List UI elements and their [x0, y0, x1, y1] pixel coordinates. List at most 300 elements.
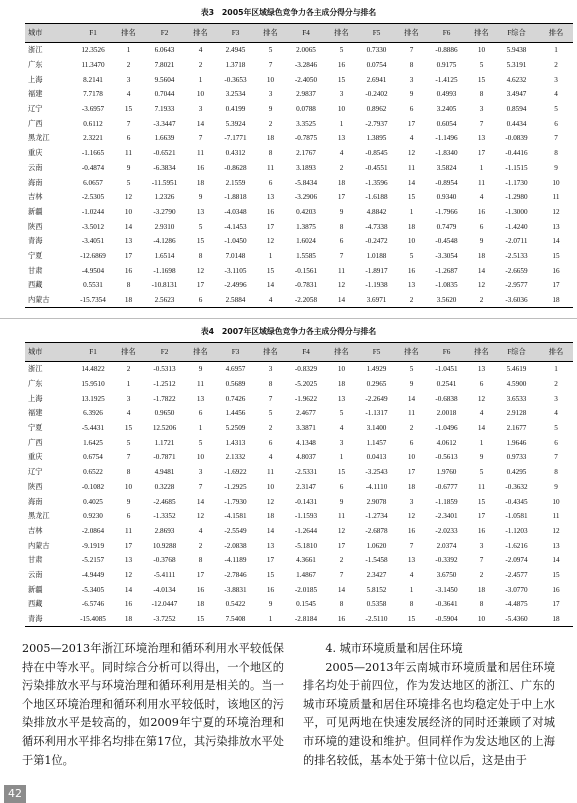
- table-cell: -4.1581: [224, 512, 247, 521]
- table-cell: 9: [126, 163, 131, 172]
- table-cell: 1.4313: [225, 438, 246, 447]
- table-cell: -4.9449: [81, 570, 105, 579]
- table-row: [25, 116, 573, 131]
- column-header: 排名: [539, 343, 573, 362]
- table-cell: 17: [477, 149, 486, 158]
- table-cell: 2: [198, 541, 203, 550]
- table-cell: 11: [197, 380, 204, 389]
- table-cell: -1.1938: [365, 281, 388, 290]
- table-cell: -1.0496: [435, 424, 458, 433]
- table-cell: 16: [124, 266, 133, 275]
- table-cell: -2.5110: [354, 612, 399, 627]
- table-row: [25, 102, 573, 117]
- table-row: [25, 553, 573, 568]
- table-cell: 2: [554, 380, 558, 389]
- table-cell: 5: [409, 365, 414, 374]
- table-cell: 5.8152: [366, 585, 387, 594]
- table-cell: 3: [554, 394, 558, 403]
- table-cell: 17: [124, 541, 133, 550]
- table-cell: 0.9175: [436, 61, 457, 70]
- table-cell: -1.1698: [153, 266, 176, 275]
- table-cell: 12: [477, 281, 486, 290]
- table-cell: -3.2846: [294, 61, 318, 70]
- city-cell: 辽宁: [28, 105, 43, 114]
- table-cell: 1: [258, 612, 283, 627]
- table-cell: 1: [479, 438, 484, 447]
- city-cell: 福建: [28, 409, 43, 418]
- table-cell: 17: [266, 556, 275, 565]
- table-cell: 6: [554, 438, 558, 447]
- table-cell: 0.8594: [506, 105, 527, 114]
- table-cell: -0.4874: [81, 163, 105, 172]
- table-cell: 13: [337, 134, 346, 143]
- table-cell: 3: [479, 105, 484, 114]
- table-cell: 7: [339, 570, 344, 579]
- table-row: [25, 494, 573, 509]
- table-row: [25, 406, 573, 421]
- table-cell: -0.6838: [435, 394, 458, 403]
- table-cell: -1.3352: [153, 512, 176, 521]
- table-cell: 13: [266, 541, 275, 550]
- table-cell: -0.5613: [435, 453, 458, 462]
- table-cell: 18: [477, 585, 486, 594]
- table-cell: -0.3768: [153, 556, 176, 565]
- table-cell: 4.8037: [296, 453, 316, 462]
- city-cell: 内蒙古: [28, 541, 50, 550]
- table-cell: 0.2965: [366, 380, 387, 389]
- table-cell: 2: [339, 556, 344, 565]
- table-cell: 18: [539, 293, 573, 308]
- table-cell: -6.3834: [153, 163, 176, 172]
- column-header: 排名: [258, 343, 283, 362]
- table-cell: 6: [188, 293, 213, 308]
- table-cell: -0.5904: [424, 612, 469, 627]
- table-cell: -4.1286: [153, 237, 176, 246]
- table-cell: 3: [198, 468, 203, 477]
- table-cell: -4.0134: [153, 585, 176, 594]
- table-cell: 0.6754: [83, 453, 103, 462]
- table-cell: 9: [126, 497, 131, 506]
- table-cell: 10: [196, 90, 205, 99]
- table-cell: 11: [552, 193, 560, 202]
- table-cell: 11: [125, 149, 132, 158]
- table-cell: 8: [339, 222, 344, 231]
- table-row: [25, 234, 573, 249]
- table-cell: 16: [477, 526, 486, 535]
- table-cell: 10: [266, 75, 275, 84]
- table-cell: 8: [339, 600, 344, 609]
- table-cell: 11: [267, 468, 274, 477]
- table-row: [25, 362, 573, 377]
- table-cell: 7: [554, 453, 558, 462]
- table-cell: 17: [196, 570, 205, 579]
- table-cell: 2.0374: [436, 541, 457, 550]
- table-cell: 14: [124, 585, 133, 594]
- table-cell: 2.1677: [506, 424, 527, 433]
- table-cell: -0.4551: [365, 163, 388, 172]
- table-cell: 9: [198, 365, 203, 374]
- table-cell: 14: [477, 266, 486, 275]
- table-cell: 15: [552, 570, 560, 579]
- table-cell: 14: [337, 585, 346, 594]
- table-cell: -9.1919: [81, 541, 105, 550]
- city-cell: 内蒙古: [25, 293, 70, 308]
- city-cell: 西藏: [28, 281, 43, 290]
- table-cell: 14: [329, 293, 354, 308]
- table-cell: -3.1105: [224, 266, 247, 275]
- table-cell: 2: [409, 424, 414, 433]
- table-cell: 1: [198, 424, 203, 433]
- table-cell: -2.0185: [294, 585, 318, 594]
- table-cell: -2.0864: [81, 526, 105, 535]
- table-cell: 2.9837: [296, 90, 316, 99]
- table-cell: 9: [268, 600, 273, 609]
- table-cell: 1.3718: [225, 61, 246, 70]
- table-cell: 16: [266, 585, 275, 594]
- table-cell: 16: [552, 266, 560, 275]
- table-cell: 2: [126, 61, 131, 70]
- table-row: [25, 190, 573, 205]
- table-cell: 16: [407, 266, 416, 275]
- city-cell: 上海: [28, 394, 43, 403]
- table-cell: 14: [266, 281, 275, 290]
- table-cell: 12.3526: [81, 46, 105, 55]
- table-cell: 11: [408, 409, 415, 418]
- table-cell: 16: [552, 585, 560, 594]
- table-cell: 4: [409, 134, 414, 143]
- table-cell: -5.2025: [294, 380, 318, 389]
- city-cell: 浙江: [28, 46, 43, 55]
- table-cell: 13: [552, 541, 560, 550]
- table-cell: 14: [552, 237, 560, 246]
- city-cell: 海南: [28, 497, 43, 506]
- table-cell: -15.7354: [70, 293, 116, 308]
- table-cell: 2.4677: [296, 409, 316, 418]
- column-header: 排名: [329, 24, 354, 43]
- column-header: 排名: [469, 343, 494, 362]
- table-cell: 18: [196, 178, 205, 187]
- table-cell: 3: [126, 75, 131, 84]
- table-cell: 14: [407, 394, 416, 403]
- table-cell: -3.6036: [494, 293, 539, 308]
- table-cell: 11: [267, 163, 274, 172]
- table-cell: -1.8818: [224, 193, 247, 202]
- table-cell: 4: [268, 453, 273, 462]
- table-cell: 11: [478, 178, 485, 187]
- table-cell: 4: [479, 193, 484, 202]
- table-cell: 10.9288: [152, 541, 177, 550]
- table-cell: 7: [126, 119, 131, 128]
- table-cell: 2.3221: [83, 134, 103, 143]
- table-cell: -0.3392: [435, 556, 458, 565]
- table-cell: 2.6941: [366, 75, 387, 84]
- table-cell: 2.4945: [225, 46, 246, 55]
- table-cell: -2.7937: [365, 119, 388, 128]
- table-cell: -3.7252: [141, 612, 188, 627]
- table-cell: 5.2509: [225, 424, 246, 433]
- table-cell: 3: [126, 394, 131, 403]
- table-cell: 14: [196, 119, 205, 128]
- column-header: 排名: [116, 343, 141, 362]
- table-cell: 16: [196, 585, 205, 594]
- table3-header-row: [25, 24, 573, 43]
- table-row: [25, 161, 573, 176]
- table-cell: 14: [196, 497, 205, 506]
- table-cell: 0.6054: [436, 119, 457, 128]
- table-cell: 7: [479, 556, 484, 565]
- table-cell: 18: [337, 380, 346, 389]
- table-cell: -3.0770: [505, 585, 528, 594]
- table3-title: 表3 2005年区域绿色竞争力各主成分得分与排名: [200, 8, 377, 17]
- table4-title: 表4 2007年区域绿色竞争力各主成分得分与排名: [200, 327, 377, 336]
- table-cell: 10: [477, 46, 486, 55]
- table-cell: 6: [268, 178, 273, 187]
- table-cell: 18: [116, 612, 141, 627]
- table-cell: 1.3875: [296, 222, 316, 231]
- table-cell: 3.6533: [506, 394, 527, 403]
- table-cell: 3: [268, 365, 273, 374]
- table-cell: 0.0788: [296, 105, 316, 114]
- table-cell: 11: [408, 163, 415, 172]
- table-cell: 12: [552, 526, 560, 535]
- table-cell: 0.4295: [506, 468, 527, 477]
- column-header: F5: [354, 343, 399, 362]
- table-cell: -2.2649: [365, 394, 388, 403]
- table-cell: 2.1332: [225, 453, 246, 462]
- table-cell: 0.1545: [296, 600, 316, 609]
- table-cell: 16: [329, 612, 354, 627]
- table-cell: 4.6957: [225, 365, 246, 374]
- table-cell: 8: [409, 61, 414, 70]
- table-cell: 4: [198, 46, 203, 55]
- table-cell: 9.5604: [154, 75, 175, 84]
- table-cell: -11.5951: [151, 178, 178, 187]
- table-cell: 12: [196, 512, 205, 521]
- table-cell: 15: [188, 612, 213, 627]
- table-cell: 18: [196, 600, 205, 609]
- table-cell: 10: [407, 237, 416, 246]
- table-cell: 1.9646: [506, 438, 527, 447]
- table-cell: 0.4199: [225, 105, 246, 114]
- table-cell: 5.4619: [506, 365, 527, 374]
- table-cell: 10: [469, 612, 494, 627]
- table-cell: -3.3447: [153, 119, 176, 128]
- table-cell: 4: [479, 409, 484, 418]
- city-cell: 重庆: [28, 453, 43, 462]
- city-cell: 宁夏: [28, 424, 43, 433]
- table-cell: 18: [539, 612, 573, 627]
- table-cell: -1.7822: [153, 394, 176, 403]
- table-cell: 13: [196, 207, 205, 216]
- table-cell: 1: [409, 207, 414, 216]
- city-cell: 吉林: [28, 193, 43, 202]
- table-cell: 7.7178: [83, 90, 103, 99]
- table-cell: -5.8434: [294, 178, 318, 187]
- city-cell: 广东: [28, 61, 43, 70]
- table4: [25, 342, 573, 627]
- table-cell: 17: [337, 541, 346, 550]
- table-cell: -4.1453: [224, 222, 247, 231]
- column-header: 排名: [399, 343, 424, 362]
- table-cell: 8: [554, 149, 558, 158]
- table-cell: 7: [554, 134, 558, 143]
- table-cell: -1.8340: [435, 149, 458, 158]
- table-cell: -1.1515: [505, 163, 528, 172]
- table-cell: 11: [478, 482, 485, 491]
- table-cell: -3.4051: [81, 237, 105, 246]
- table-cell: 1.2326: [154, 193, 175, 202]
- table-cell: 4.9481: [154, 468, 175, 477]
- table-cell: 4.8842: [366, 207, 387, 216]
- table-cell: 2.1767: [296, 149, 316, 158]
- city-cell: 福建: [28, 90, 43, 99]
- table-cell: 10: [337, 365, 346, 374]
- table-cell: 16: [337, 61, 346, 70]
- table-cell: 5: [554, 105, 558, 114]
- table-cell: -2.8184: [283, 612, 329, 627]
- table-cell: 1: [409, 585, 414, 594]
- table-cell: 6: [268, 438, 273, 447]
- table-cell: 3: [339, 438, 344, 447]
- table-row: [25, 72, 573, 87]
- table-cell: -4.1110: [365, 482, 388, 491]
- city-cell: 西藏: [28, 600, 43, 609]
- table-cell: 2: [479, 570, 484, 579]
- table-cell: 8.2141: [83, 75, 103, 84]
- section-heading: 4. 城市环境质量和居住环境: [325, 642, 463, 655]
- table-cell: 13: [477, 365, 486, 374]
- table-cell: -1.0451: [435, 365, 458, 374]
- table-cell: 11: [338, 512, 345, 521]
- table-cell: 10: [407, 453, 416, 462]
- table-cell: 9: [479, 453, 484, 462]
- table-cell: 2: [339, 163, 344, 172]
- table-cell: 4: [126, 409, 131, 418]
- table-cell: 8: [126, 281, 131, 290]
- table-row: [25, 87, 573, 102]
- table-cell: -1.1859: [435, 497, 458, 506]
- table-cell: -2.6659: [505, 266, 528, 275]
- table-cell: 3: [198, 105, 203, 114]
- city-cell: 黑龙江: [28, 512, 50, 521]
- table-row: [25, 450, 573, 465]
- table-cell: 1.6425: [83, 438, 103, 447]
- table-cell: 0.5531: [83, 281, 103, 290]
- table-cell: 4.6232: [506, 75, 527, 84]
- table-row: [25, 465, 573, 480]
- table-cell: -2.0838: [224, 541, 247, 550]
- city-cell: 广西: [28, 438, 43, 447]
- table-cell: -2.4050: [294, 75, 318, 84]
- table-cell: 4: [126, 90, 131, 99]
- table-cell: -2.5305: [81, 193, 105, 202]
- table-cell: -2.5331: [294, 468, 318, 477]
- table-row: [25, 146, 573, 161]
- table-row: [25, 219, 573, 234]
- table-cell: 8: [198, 251, 203, 260]
- table-cell: 2: [198, 61, 203, 70]
- table-cell: 1.1721: [154, 438, 175, 447]
- table-cell: -1.6216: [505, 541, 528, 550]
- table-cell: 1: [554, 365, 558, 374]
- table-cell: 8: [479, 600, 484, 609]
- table-cell: -1.1317: [365, 409, 388, 418]
- table-cell: 12: [266, 497, 275, 506]
- column-header: 排名: [469, 24, 494, 43]
- table-cell: 7.1933: [154, 105, 175, 114]
- table-cell: -0.4548: [435, 237, 458, 246]
- table-cell: 6: [479, 380, 484, 389]
- table-cell: 17: [337, 193, 346, 202]
- table-cell: 14.4822: [81, 365, 105, 374]
- table-cell: 5: [339, 46, 344, 55]
- table-cell: 4: [409, 570, 414, 579]
- table-cell: 16: [124, 600, 133, 609]
- table-cell: 11.3470: [81, 61, 105, 70]
- table-cell: 6: [339, 237, 344, 246]
- table-cell: 9: [198, 193, 203, 202]
- table-cell: 5: [268, 409, 273, 418]
- table-row: [25, 391, 573, 406]
- table-cell: -2.4685: [153, 497, 176, 506]
- table-row: [25, 263, 573, 278]
- column-header: 城市: [25, 343, 70, 362]
- table-cell: 17: [552, 600, 560, 609]
- table-cell: 15: [266, 266, 275, 275]
- table-cell: 5: [554, 424, 558, 433]
- table-cell: -1.7930: [224, 497, 247, 506]
- table-cell: 1.6514: [154, 251, 175, 260]
- table-cell: 5: [268, 46, 273, 55]
- city-cell: 辽宁: [28, 468, 43, 477]
- column-header: F2: [141, 24, 188, 43]
- table-cell: -1.1203: [505, 526, 528, 535]
- table-cell: 10: [124, 482, 133, 491]
- table-cell: -5.2157: [81, 556, 105, 565]
- table-cell: 3.2534: [225, 90, 246, 99]
- table-cell: 13: [477, 134, 486, 143]
- table-cell: -0.8545: [365, 149, 388, 158]
- table-cell: 0.7044: [154, 90, 175, 99]
- table-cell: -2.3401: [435, 512, 458, 521]
- table-cell: -0.8954: [435, 178, 458, 187]
- table-cell: 8: [479, 90, 484, 99]
- table-cell: -1.2734: [365, 512, 388, 521]
- table-cell: 10: [266, 482, 275, 491]
- table-cell: 18: [266, 134, 275, 143]
- city-cell: 广东: [28, 380, 43, 389]
- page-number: 42: [4, 785, 26, 803]
- table-cell: -5.4360: [494, 612, 539, 627]
- table-cell: -0.6521: [153, 149, 176, 158]
- table-cell: 5: [198, 438, 203, 447]
- table-cell: 1.0188: [366, 251, 387, 260]
- table-cell: 9: [339, 497, 344, 506]
- city-cell: 青海: [28, 237, 43, 246]
- table-cell: 1.4867: [296, 570, 316, 579]
- table-cell: 10: [196, 453, 205, 462]
- table-cell: -2.6878: [365, 526, 388, 535]
- table-cell: 18: [266, 512, 275, 521]
- table-cell: 3.1893: [296, 163, 316, 172]
- table-cell: 7: [268, 394, 273, 403]
- section-divider: [0, 318, 577, 319]
- left-paragraph: 2005—2013年浙江环境治理和循环利用水平较低保持在中等水平。同时综合分析可以得出，一个地区的污染排放水平与环境治理和循环利用是相关的。当一个地区环境治理和循环利用水平较低时，该地区的污染排放水平是较高的，如2009年宁夏的环境治理和循环利用水平排名均排在第17位，其污染排放水平处于第1位。: [22, 642, 284, 767]
- table-cell: -1.3596: [365, 178, 388, 187]
- table-row: [25, 421, 573, 436]
- column-header: F1: [70, 24, 116, 43]
- table-cell: 6.0657: [83, 178, 103, 187]
